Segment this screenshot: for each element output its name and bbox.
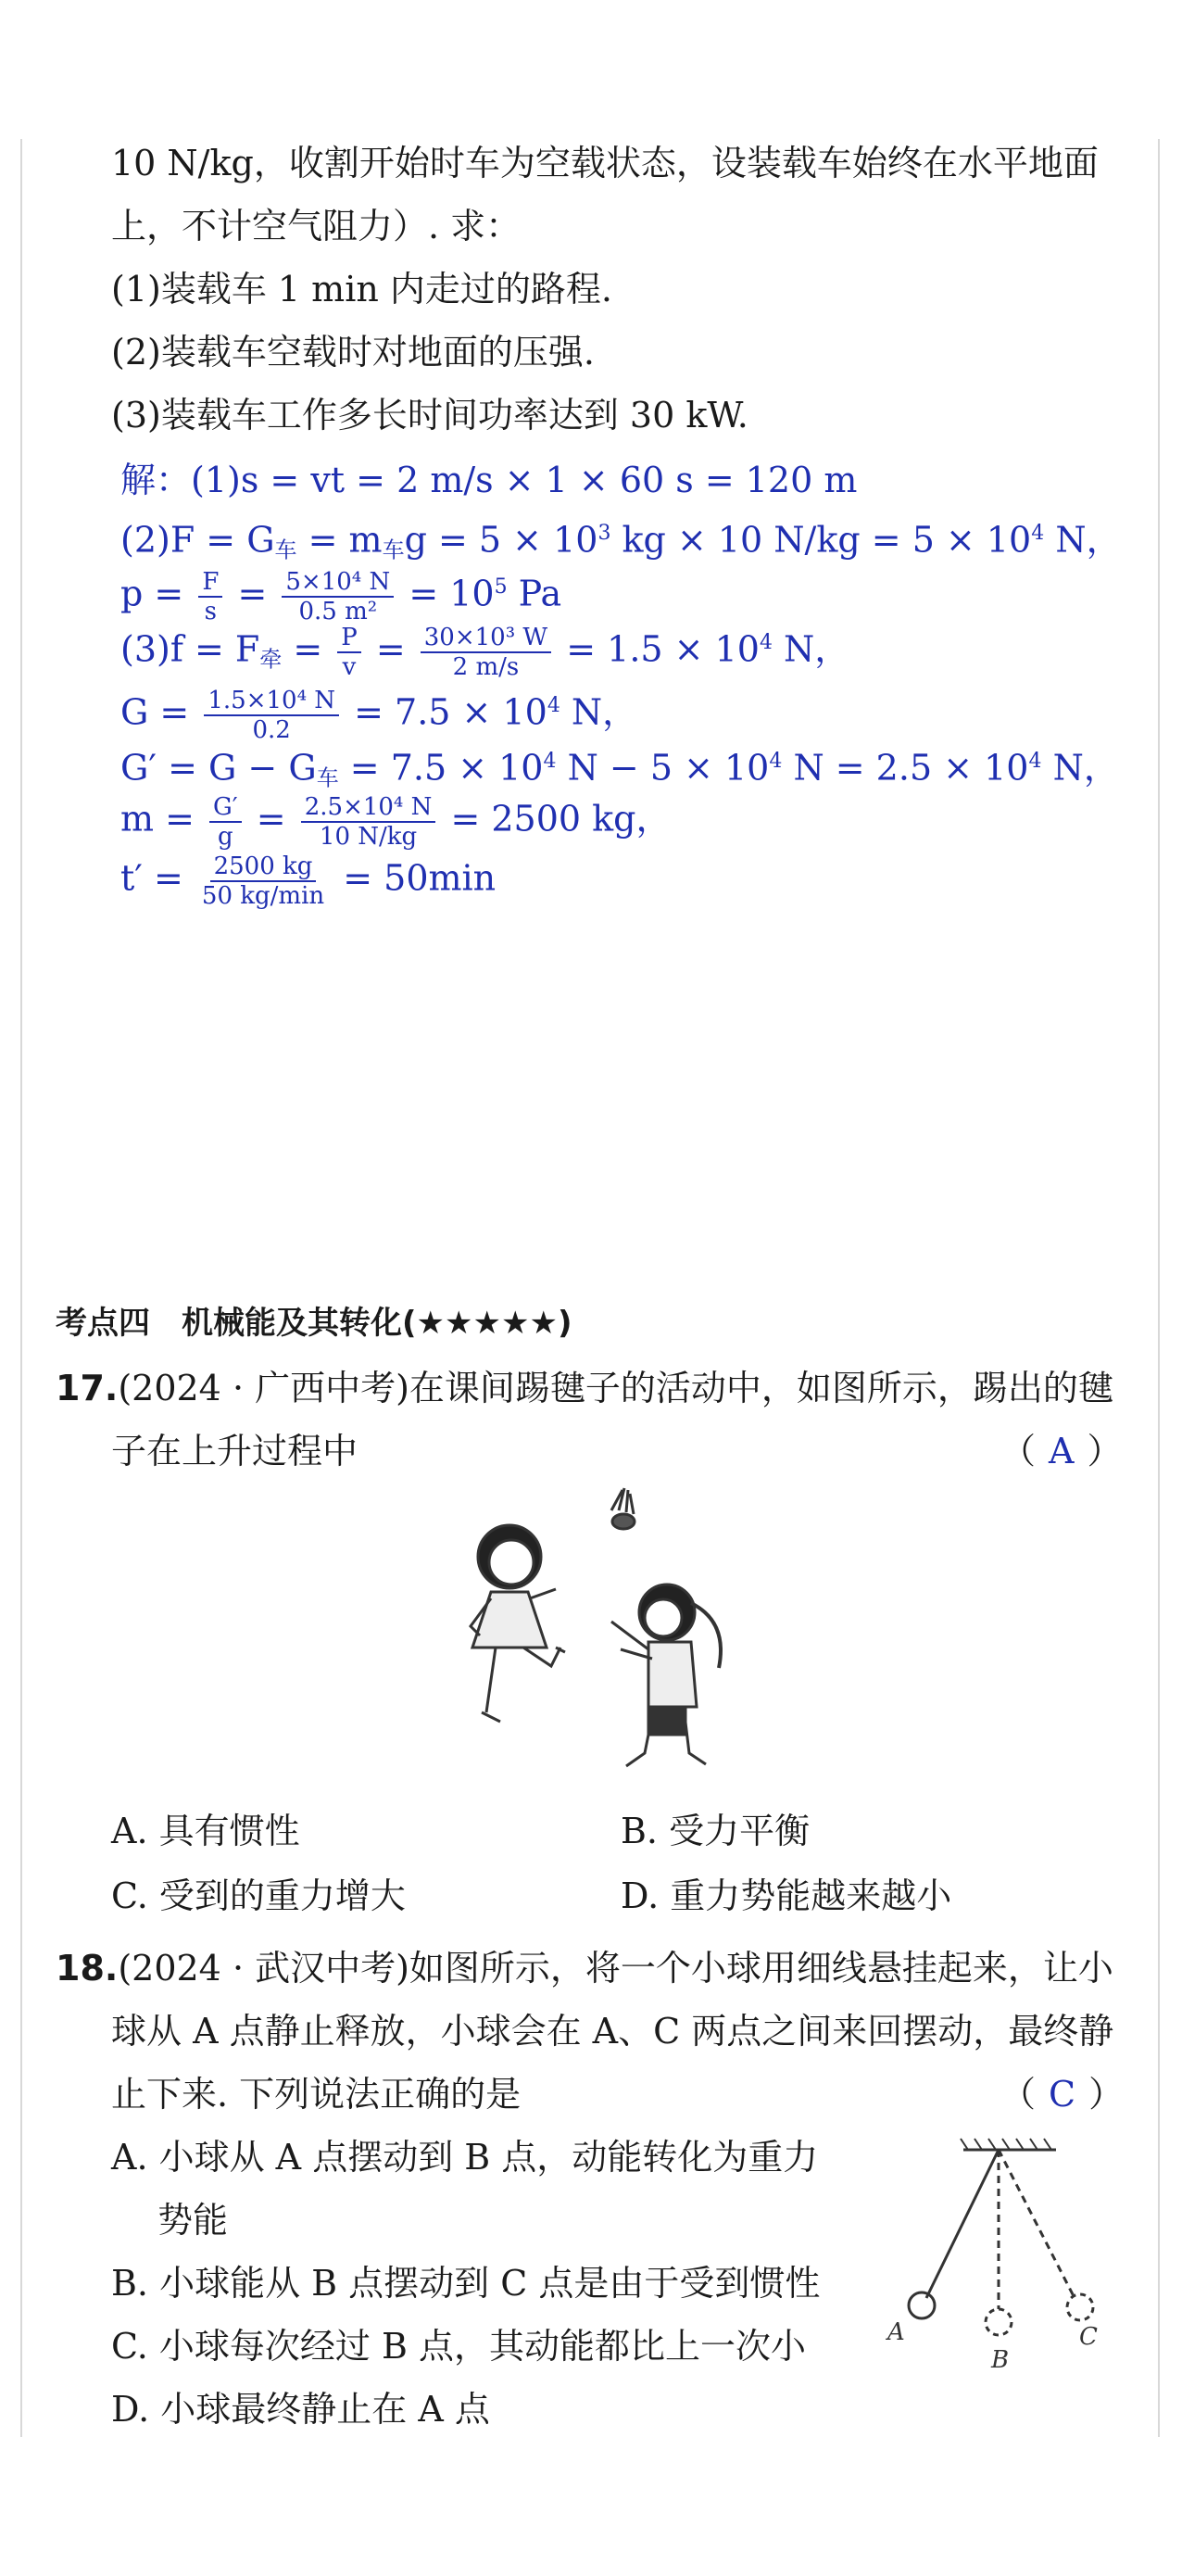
q18-number: 18.	[56, 1948, 119, 1989]
solution-step-1: 解：(1)s = vt = 2 m/s × 1 × 60 s = 120 m	[120, 460, 858, 500]
solution-step-3: $(3)f = F_牵$ = $\frac{P}{v}$ = $\frac{\text{30×10³ W}}{2 m/s}$ = $1.5 \times 10^4$ N，	[120, 624, 850, 682]
q17-stem: 17.(2024 · 广西中考)在课间踢毽子的活动中，如图所示，踢出的毽	[56, 1368, 1113, 1408]
solution-gravity: G = $\frac{\text{1.5×10⁴ N}}{0.2}$ = $7.5 \times 10^4$ N，	[120, 687, 638, 745]
problem-text-line-2: 上，不计空气阻力）. 求：	[111, 206, 522, 246]
q17-option-b: B. 受力平衡	[621, 1811, 811, 1851]
q18-option-c: C. 小球每次经过 B 点，其动能都比上一次小	[111, 2326, 806, 2367]
q18-stem-1: 18.(2024 · 武汉中考)如图所示，将一个小球用细线悬挂起来，让小	[56, 1948, 1113, 1989]
solution-pressure: p = $\frac{F}{s}$ = $\frac{\text{5×10⁴ N}}{\text{0.5 m²}}$ = $10^5$ Pa	[120, 568, 562, 626]
q18-answer: （ C ）	[1000, 2074, 1125, 2115]
problem-part-3: (3)装载车工作多长时间功率达到 30 kW.	[111, 395, 748, 436]
q17-stem-2: 子在上升过程中	[111, 1431, 358, 1471]
q18-stem-3: 止下来. 下列说法正确的是	[111, 2074, 522, 2115]
solution-mass: m = $\frac{G'}{g}$ = $\frac{\text{2.5×10⁴ N}}{10 N/kg}$ = 2500 kg，	[120, 793, 672, 851]
solution-time: t′ = $\frac{2500 kg}{50 kg/\min}$ = 50min	[120, 852, 497, 910]
problem-part-1: (1)装载车 1 min 内走过的路程.	[111, 269, 612, 309]
q18-option-b: B. 小球能从 B 点摆动到 C 点是由于受到惯性	[111, 2263, 821, 2304]
problem-text-line-1: 10 N/kg，收割开始时车为空载状态，设装载车始终在水平地面	[111, 143, 1099, 183]
q17-option-c: C. 受到的重力增大	[111, 1875, 406, 1916]
section-heading: 考点四 机械能及其转化(★★★★★)	[56, 1305, 572, 1342]
q17-option-a: A. 具有惯性	[111, 1811, 300, 1851]
solution-load-gravity: $G' = G - G_车 = 7.5 \times 10^4$ $N - 5 \times 10^4$ $N = 2.5 \times 10^4$ N，	[120, 747, 1119, 791]
label-b: B	[991, 2346, 1010, 2372]
q17-option-d: D. 重力势能越来越小	[621, 1875, 952, 1916]
q18-option-a: A. 小球从 A 点摆动到 B 点，动能转化为重力	[111, 2137, 819, 2178]
solution-step-2: $(2)F = G_车 = m_车g = 5 \times 10^3$ kg × 10 $N/kg = 5 \times 10^4$ N，	[120, 519, 1122, 563]
page-edge-left	[20, 139, 22, 2437]
pendulum-figure	[871, 2131, 1112, 2372]
q18-option-d: D. 小球最终静止在 A 点	[111, 2389, 490, 2430]
problem-part-2: (2)装载车空载时对地面的压强.	[111, 332, 595, 373]
label-a: A	[887, 2318, 905, 2346]
q17-answer: （ A ）	[1000, 1431, 1123, 1471]
label-c: C	[1079, 2323, 1098, 2351]
q17-number: 17.	[56, 1368, 119, 1408]
q18-stem-2: 球从 A 点静止释放，小球会在 A、C 两点之间来回摆动，最终静	[111, 2011, 1114, 2052]
shuttlecock-figure	[454, 1483, 769, 1788]
page-edge-right	[1158, 139, 1160, 2437]
q18-option-a-cont: 势能	[157, 2200, 229, 2241]
